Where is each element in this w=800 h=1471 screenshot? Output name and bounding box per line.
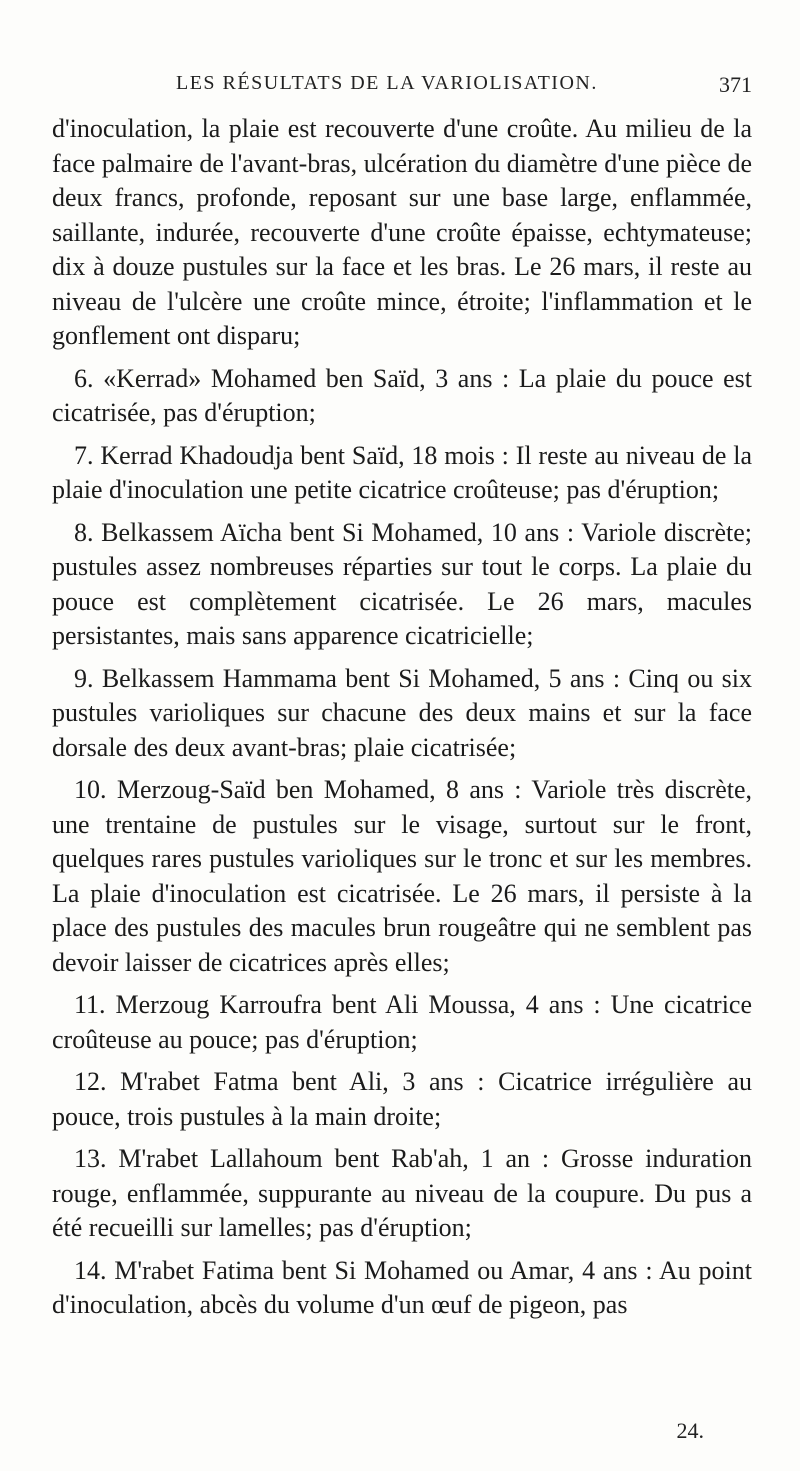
page-body	[52, 112, 752, 1331]
paragraph-case-12: 12. M'rabet Fatma bent Ali, 3 ans : Cicatrice irrégulière au pouce, trois pustules à la main droite;	[52, 1067, 752, 1131]
paragraph-case-11: 11. Merzoug Karroufra bent Ali Moussa, 4 ans : Une cicatrice croûteuse au pouce; pas d'éruption;	[52, 990, 752, 1054]
paragraph-case-7: 7. Kerrad Khadoudja bent Saïd, 18 mois : Il reste au niveau de la plaie d'inoculation une petite cicatrice croûteuse; pas d'éruption;	[52, 440, 752, 504]
paragraph-case-10: 10. Merzoug-Saïd ben Mohamed, 8 ans : Variole très discrète, une trentaine de pustules sur le visage, surtout sur le front, quelques rares pustules varioliques sur le tronc et sur les membres. La plaie d'inoculation est cicatrisée. Le 26 mars, il persiste à la place des pustules des macules brun rougeâtre qui ne semblent pas devoir laisser de cicatrices après elles;	[52, 775, 752, 977]
page-number: 371	[719, 72, 752, 97]
paragraph-case-8: 8. Belkassem Aïcha bent Si Mohamed, 10 ans : Variole discrète; pustules assez nombreuses réparties sur tout le corps. La plaie du pouce est complètement cicatrisée. Le 26 mars, macules persistantes, mais sans apparence cicatricielle;	[52, 517, 752, 650]
paragraph-case-13: 13. M'rabet Lallahoum bent Rab'ah, 1 an : Grosse induration rouge, enflammée, suppurante au niveau de la coupure. Du pus a été recueilli sur lamelles; pas d'éruption;	[52, 1144, 752, 1242]
paragraph-case-14: 14. M'rabet Fatima bent Si Mohamed ou Amar, 4 ans : Au point d'inoculation, abcès du volume d'un œuf de pigeon, pas	[52, 1255, 752, 1319]
signature-mark: 24.	[676, 1418, 704, 1443]
paragraph-case-9: 9. Belkassem Hammama bent Si Mohamed, 5 ans : Cinq ou six pustules varioliques sur chacune des deux mains et sur la face dorsale des deux avant-bras; plaie cicatrisée;	[52, 663, 752, 762]
page-header	[48, 72, 752, 108]
running-title: LES RÉSULTATS DE LA VARIOLISATION.	[176, 72, 598, 94]
paragraph-case-6: 6. «Kerrad» Mohamed ben Saïd, 3 ans : La plaie du pouce est cicatrisée, pas d'éruption;	[52, 363, 752, 427]
paragraph-continuation: d'inoculation, la plaie est recouverte d'une croûte. Au milieu de la face palmaire de l'avant-bras, ulcération du diamètre d'une pièce de deux francs, profonde, reposant sur une base large, enflammée, saillante, indurée, recouverte d'une croûte épaisse, echtymateuse; dix à douze pustules sur la face et les bras. Le 26 mars, il reste au niveau de l'ulcère une croûte mince, étroite; l'inflammation et le gonflement ont disparu;	[52, 114, 752, 350]
